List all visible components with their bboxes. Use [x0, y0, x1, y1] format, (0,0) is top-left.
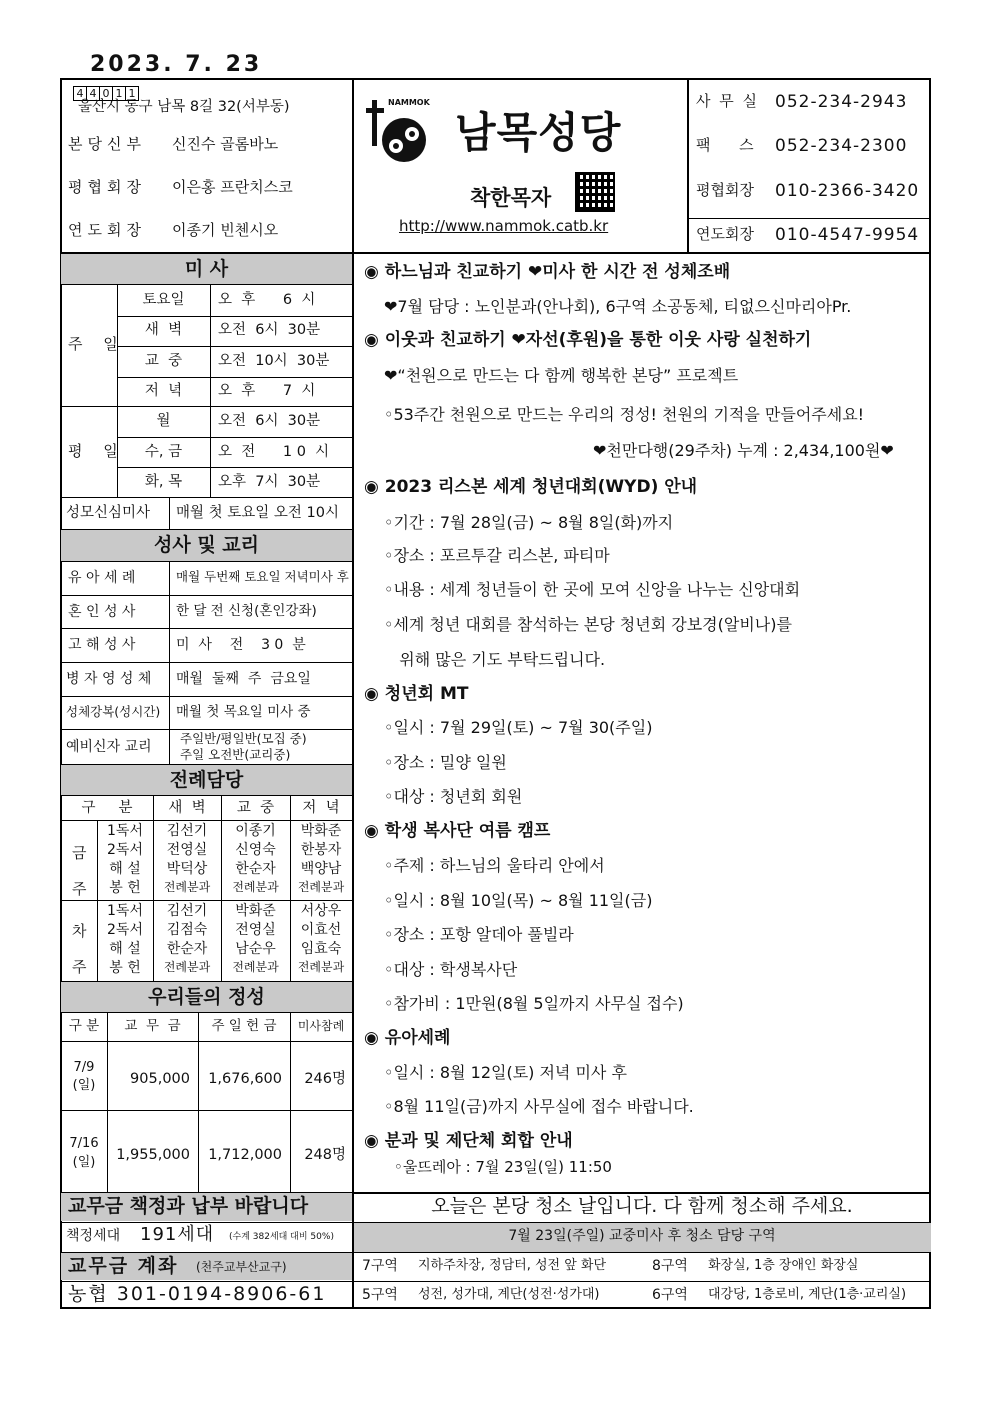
notice-line: ◦일시 : 8월 10일(목) ~ 8월 11일(금) — [384, 891, 653, 910]
bullet-circle-icon: ◉ — [364, 330, 379, 350]
offering-date: 7/16 — [69, 1136, 99, 1151]
mass-time: 오후 7시 30분 — [218, 474, 321, 490]
catechumen-label: 예비신자 교리 — [66, 739, 152, 755]
mass-time: 오전 6시 30분 — [218, 413, 321, 429]
logo-small-text: NAMMOK — [388, 98, 430, 107]
liturgy-assignee: 한봉자 — [300, 842, 342, 858]
tithe-request: 교무금 책정과 납부 바랍니다 — [68, 1195, 309, 1217]
priest-name: 신진수 골롬바노 — [172, 135, 279, 153]
notice-title: ◉ 2023 리스본 세계 청년대회(WYD) 안내 — [364, 477, 698, 497]
account-label: 교무금 계좌 — [68, 1255, 179, 1277]
mass-day: 수, 금 — [144, 444, 183, 460]
sacrament-label: 병 자 영 성 체 — [66, 671, 152, 687]
office-phone: 052-234-2943 — [775, 92, 908, 112]
priest-label: 본당신부 — [68, 135, 146, 153]
liturgy-assignee: 김선기 — [166, 903, 208, 919]
offering-day: (일) — [72, 1078, 96, 1093]
bullet-circle-icon: ◉ — [364, 684, 379, 704]
marian-mass-value: 매월 첫 토요일 오전 10시 — [176, 505, 339, 521]
liturgy-assignee: 이효선 — [300, 922, 342, 938]
households-label: 책정세대 — [66, 1228, 121, 1244]
qr-code-icon[interactable] — [575, 172, 615, 212]
notice-line: ◦일시 : 7월 29일(토) ~ 7월 30(주일) — [384, 718, 653, 737]
liturgy-assignee: 전영실 — [166, 842, 208, 858]
liturgy-role: 해 설 — [109, 941, 141, 957]
notice-line: ◦주제 : 하느님의 울타리 안에서 — [384, 856, 605, 875]
notice-line: ◦53주간 천원으로 만드는 우리의 정성! 천원의 기적을 만들어주세요! — [384, 405, 865, 424]
liturgy-assignee: 김선기 — [166, 823, 208, 839]
cleaning-zone: 5구역 — [362, 1287, 398, 1303]
mass-day: 월 — [156, 413, 171, 429]
bullet-circle-icon: ◉ — [364, 262, 379, 282]
mass-day: 교 중 — [144, 353, 183, 369]
sacrament-value: 매월 두번째 토요일 저녁미사 후 — [176, 569, 349, 584]
sacrament-label: 고 해 성 사 — [68, 637, 136, 653]
notice-line: ❤7월 담당 : 노인분과(안나회), 6구역 소공동체, 티없으신마리아Pr. — [384, 297, 852, 316]
liturgy-role: 1독서 — [107, 823, 143, 839]
league-phone: 010-4547-9954 — [775, 225, 920, 245]
liturgy-role: 2독서 — [107, 842, 143, 858]
catechumen-line-1: 주일반/평일반(모집 중) — [180, 731, 307, 746]
notice-line: ◦장소 : 포르투갈 리스본, 파티마 — [384, 546, 610, 565]
cleaning-area: 대강당, 1층로비, 계단(1층·교리실) — [708, 1287, 907, 1302]
mass-day: 화, 목 — [144, 474, 183, 490]
bullet-circle-icon: ◉ — [364, 477, 379, 497]
fax-label: 팩 스 — [696, 136, 754, 154]
liturgy-assignee: 전례분과 — [232, 960, 279, 974]
offering-attendance: 248명 — [304, 1147, 346, 1163]
liturgy-assignee: 전례분과 — [163, 960, 211, 974]
liturgy-assignee: 전영실 — [235, 922, 276, 938]
account-note: (천주교부산교구) — [196, 1260, 287, 1274]
council-phone: 010-2366-3420 — [775, 181, 920, 201]
sacrament-label: 성체강복(성시간) — [66, 704, 161, 719]
sacrament-value: 한 달 전 신청(혼인강좌) — [176, 603, 317, 619]
mass-section-title: 미 사 — [61, 254, 352, 284]
liturgy-header: 구 분 — [81, 800, 133, 816]
weekday-label: 평 일 — [68, 442, 126, 460]
league-label: 연도회장 — [68, 221, 146, 239]
cleaning-area: 지하주차장, 정담터, 성전 앞 화단 — [418, 1258, 607, 1273]
notice-title: ◉ 학생 복사단 여름 캠프 — [364, 821, 551, 841]
liturgy-assignee: 김점숙 — [166, 922, 208, 938]
liturgy-assignee: 전례분과 — [297, 960, 345, 974]
offering-tithe: 1,955,000 — [116, 1147, 190, 1163]
league-phone-label: 연도회장 — [696, 225, 754, 243]
cleaning-zone: 8구역 — [652, 1258, 688, 1274]
liturgy-header: 새 벽 — [168, 800, 206, 816]
liturgy-assignee: 한순자 — [235, 861, 276, 877]
mass-day: 저 녁 — [144, 383, 183, 399]
notice-line: ❤“천원으로 만드는 다 함께 행복한 본당” 프로젝트 — [384, 366, 739, 385]
marian-mass-label: 성모신심미사 — [66, 505, 151, 521]
notice-line: ❤천만다행(29주차) 누계 : 2,434,100원❤ — [593, 441, 894, 460]
sacrament-section-title: 성사 및 교리 — [61, 530, 352, 561]
sacrament-label: 혼 인 성 사 — [68, 604, 136, 620]
cleaning-zone: 7구역 — [362, 1258, 398, 1274]
offering-attendance: 246명 — [304, 1071, 346, 1087]
offering-header: 주 일 헌 금 — [211, 1018, 277, 1034]
mass-day: 새 벽 — [144, 322, 183, 338]
liturgy-role: 1독서 — [107, 903, 143, 919]
offering-header: 구 분 — [68, 1018, 100, 1034]
sacrament-value: 매월 첫 목요일 미사 중 — [176, 704, 311, 720]
liturgy-assignee: 임효숙 — [300, 941, 342, 957]
address: 울산시 동구 남목 8길 32(서부동) — [78, 99, 290, 115]
notice-line: ◦기간 : 7월 28일(금) ~ 8월 8일(화)까지 — [384, 513, 674, 532]
bank-account: 농협 301-0194-8906-61 — [68, 1283, 327, 1305]
notice-line: ◦일시 : 8월 12일(토) 저녁 미사 후 — [384, 1063, 627, 1082]
liturgy-role: 2독서 — [107, 922, 143, 938]
notice-line: ◦8월 11일(금)까지 사무실에 접수 바랍니다. — [384, 1097, 694, 1116]
liturgy-assignee: 서상우 — [300, 903, 342, 919]
households-note: (수계 382세대 대비 50%) — [229, 1232, 334, 1242]
liturgy-assignee: 박덕상 — [166, 861, 208, 877]
offering-sunday: 1,676,600 — [208, 1071, 282, 1087]
council-name: 이은홍 프란치스코 — [172, 178, 293, 196]
sunday-label: 주 일 — [68, 335, 126, 353]
liturgy-role: 봉 헌 — [109, 960, 141, 976]
notice-line: ◦장소 : 포항 알데아 풀빌라 — [384, 925, 574, 944]
liturgy-assignee: 백양남 — [300, 861, 342, 877]
mass-time: 오 후 7 시 — [218, 383, 316, 399]
mass-day: 토요일 — [142, 292, 185, 308]
league-name: 이종기 빈첸시오 — [172, 221, 279, 239]
cleaning-area: 성전, 성가대, 계단(성전·성가대) — [418, 1287, 600, 1302]
motto: 착한목자 — [470, 186, 552, 210]
liturgy-role: 해 설 — [109, 861, 141, 877]
bullet-circle-icon: ◉ — [364, 821, 379, 841]
offering-day: (일) — [72, 1155, 96, 1170]
zip-code: 4 4 0 1 1 — [73, 82, 138, 101]
notice-line: ◦대상 : 학생복사단 — [384, 960, 518, 979]
liturgy-role: 봉 헌 — [109, 880, 141, 896]
notice-line: ◦울뜨레아 : 7월 23일(일) 11:50 — [394, 1158, 612, 1176]
notice-title: ◉ 유아세례 — [364, 1028, 451, 1048]
offering-header: 교 무 금 — [124, 1018, 181, 1034]
mass-time: 오전 10시 30분 — [218, 353, 330, 369]
church-logo — [366, 96, 461, 170]
liturgy-assignee: 전례분과 — [297, 880, 345, 894]
notice-title: ◉ 하느님과 친교하기 ❤미사 한 시간 전 성체조배 — [364, 262, 731, 282]
council-label: 평협회장 — [68, 178, 146, 196]
notice-line: 위해 많은 기도 부탁드립니다. — [384, 650, 606, 669]
liturgy-section-title: 전례담당 — [61, 765, 352, 795]
liturgy-assignee: 전례분과 — [232, 880, 279, 894]
sacrament-label: 유 아 세 례 — [68, 570, 136, 586]
liturgy-assignee: 신영숙 — [235, 842, 276, 858]
this-week-label: 금주 — [72, 844, 87, 898]
bullet-circle-icon: ◉ — [364, 1131, 379, 1151]
notice-title: ◉ 분과 및 제단체 회합 안내 — [364, 1131, 573, 1151]
households-count: 191세대 — [140, 1224, 215, 1245]
offering-sunday: 1,712,000 — [208, 1147, 282, 1163]
office-label: 사 무 실 — [696, 92, 760, 110]
website-link[interactable]: http://www.nammok.catb.kr — [399, 217, 609, 235]
liturgy-header: 저 녁 — [302, 800, 340, 816]
cleaning-area: 화장실, 1층 장애인 화장실 — [708, 1258, 859, 1273]
liturgy-assignee: 한순자 — [166, 941, 208, 957]
notice-line: ◦대상 : 청년회 회원 — [384, 787, 523, 806]
council-phone-label: 평협회장 — [696, 181, 754, 199]
offering-date: 7/9 — [73, 1060, 95, 1075]
offering-section-title: 우리들의 정성 — [61, 982, 352, 1012]
bullet-circle-icon: ◉ — [364, 1028, 379, 1048]
next-week-label: 차주 — [72, 922, 87, 976]
church-name: 남목성당 — [455, 108, 622, 157]
offering-tithe: 905,000 — [130, 1071, 190, 1087]
catechumen-line-2: 주일 오전반(교리중) — [180, 747, 291, 762]
bulletin-date: 2023. 7. 23 — [90, 52, 263, 77]
fax-number: 052-234-2300 — [775, 136, 908, 156]
mass-time: 오 후 6 시 — [218, 292, 316, 308]
offering-header: 미사참례 — [297, 1019, 345, 1033]
liturgy-header: 교 중 — [236, 800, 275, 816]
liturgy-assignee: 남순우 — [235, 941, 276, 957]
cleaning-zone: 6구역 — [652, 1287, 688, 1303]
sacrament-value: 매월 둘째 주 금요일 — [176, 671, 311, 687]
notice-title: ◉ 이웃과 친교하기 ❤자선(후원)을 통한 이웃 사랑 실천하기 — [364, 330, 812, 350]
liturgy-assignee: 박화준 — [235, 903, 276, 919]
notice-title: ◉ 청년회 MT — [364, 684, 469, 704]
notice-line: ◦참가비 : 1만원(8월 5일까지 사무실 접수) — [384, 994, 684, 1013]
notice-line: ◦내용 : 세계 청년들이 한 곳에 모여 신앙을 나누는 신앙대회 — [384, 580, 801, 599]
mass-time: 오전 6시 30분 — [218, 322, 321, 338]
cleaning-subtitle: 7월 23일(주일) 교중미사 후 청소 담당 구역 — [508, 1228, 776, 1244]
notice-line: ◦장소 : 밀양 일원 — [384, 753, 507, 772]
liturgy-assignee: 전례분과 — [163, 880, 211, 894]
notice-line: ◦세계 청년 대회를 참석하는 본당 청년회 강보경(알비나)를 — [384, 615, 792, 634]
cleaning-title: 오늘은 본당 청소 날입니다. 다 함께 청소해 주세요. — [431, 1195, 853, 1217]
liturgy-assignee: 이종기 — [235, 823, 276, 839]
sacrament-value: 미 사 전 3 0 분 — [176, 637, 306, 653]
liturgy-assignee: 박화준 — [300, 823, 342, 839]
mass-time: 오 전 1 0 시 — [218, 444, 330, 460]
